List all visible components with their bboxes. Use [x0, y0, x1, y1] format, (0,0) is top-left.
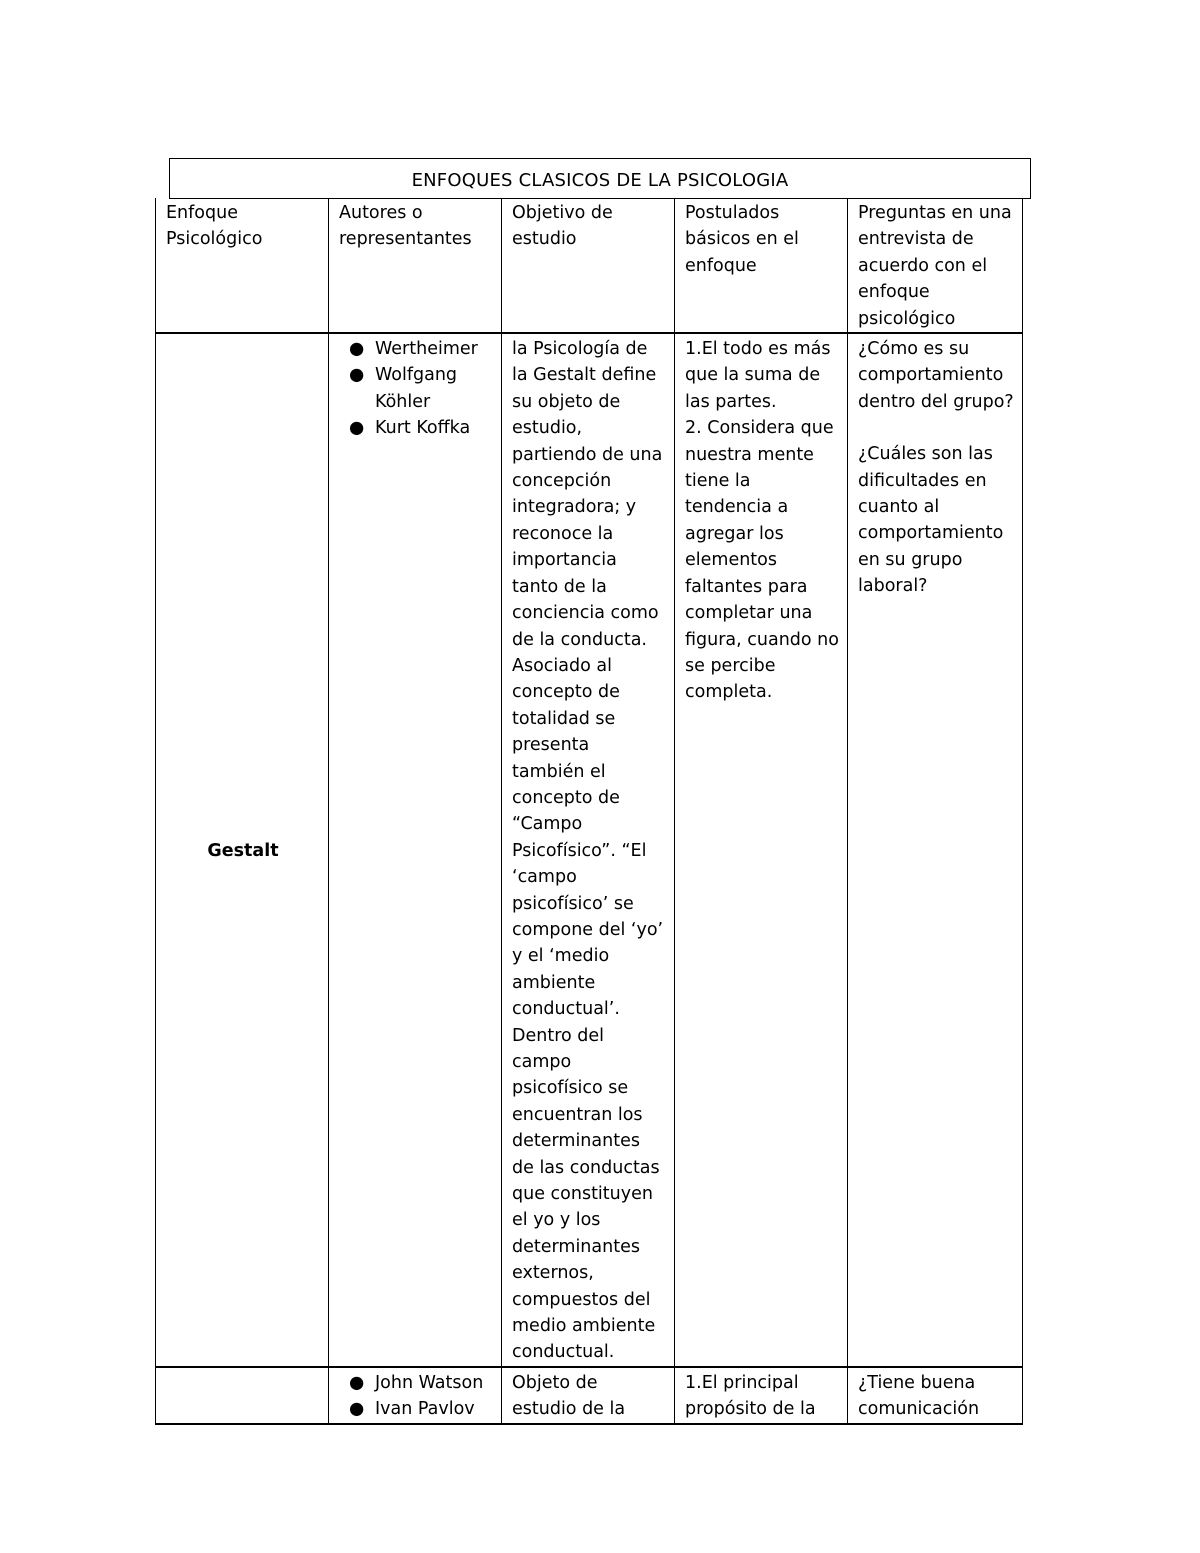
pregunta-1: ¿Cómo es su comportamiento dentro del grupo?	[858, 339, 1014, 412]
header-postulados: Postulados básicos en el enfoque	[675, 198, 848, 333]
autores-cell	[329, 333, 502, 1367]
author-name: John Watson	[375, 1372, 484, 1393]
authors-list	[339, 336, 493, 442]
author-name: Ivan Pavlov	[375, 1399, 475, 1420]
objetivo-cell	[502, 333, 675, 1367]
header-enfoque: Enfoque Psicológico	[156, 198, 329, 333]
author-name: Wolfgang Köhler	[375, 365, 458, 412]
paragraph-spacer	[858, 415, 1014, 441]
bullet-icon: ●	[349, 1372, 365, 1393]
bullet-icon: ●	[349, 1399, 365, 1420]
objetivo-cell: Objeto de estudio de la	[502, 1367, 675, 1424]
author-name: Kurt Koffka	[375, 418, 471, 439]
preguntas-cell: ¿Tiene buena comunicación	[848, 1367, 1023, 1424]
header-preguntas: Preguntas en una entrevista de acuerdo con el enfoque psicológico	[848, 198, 1023, 333]
table-row	[156, 333, 1023, 1367]
table-header-row	[156, 198, 1023, 333]
preguntas-cell	[848, 333, 1023, 1367]
postulado-2: 2. Considera que nuestra mente tiene la tendencia a agregar los elementos faltantes para completar una figura, cuando no se percibe completa.	[685, 418, 839, 703]
bullet-icon: ●	[349, 339, 365, 360]
psychology-approaches-table	[155, 198, 1023, 1425]
autores-cell	[329, 1367, 502, 1424]
list-item	[339, 362, 493, 415]
author-name: Wertheimer	[375, 339, 478, 360]
postulados-cell: 1.El principal propósito de la	[675, 1367, 848, 1424]
enfoque-cell	[156, 1367, 329, 1424]
postulado-1: 1.El todo es más que la suma de las partes.	[685, 339, 831, 412]
list-item	[339, 1370, 493, 1396]
postulados-cell	[675, 333, 848, 1367]
header-autores: Autores o representantes	[329, 198, 502, 333]
table-row	[156, 1367, 1023, 1424]
authors-list	[339, 1370, 493, 1423]
list-item	[339, 415, 493, 441]
enfoque-cell: Gestalt	[156, 333, 329, 1367]
document-title: ENFOQUES CLASICOS DE LA PSICOLOGIA	[169, 158, 1031, 199]
header-objetivo: Objetivo de estudio	[502, 198, 675, 333]
objetivo-text: la Psicología de la Gestalt define su objeto de estudio, partiendo de una concepción integradora; y reconoce la importancia tanto de la conciencia como de la conducta. Asociado al concepto de totalidad se presenta también el concepto de “Campo Psicofísico”. “El ‘campo psicofísico’ se compone del ‘yo’ y el ‘medio ambiente conductual’. Dentro del campo psicofísico se encuentran los determinantes de las conductas que constituyen el yo y los determinantes externos, compuestos del medio ambiente conductual.	[512, 339, 664, 1363]
bullet-icon: ●	[349, 365, 365, 386]
pregunta-2: ¿Cuáles son las dificultades en cuanto al comportamiento en su grupo laboral?	[858, 444, 1004, 597]
bullet-icon: ●	[349, 418, 365, 439]
list-item	[339, 1396, 493, 1422]
list-item	[339, 336, 493, 362]
